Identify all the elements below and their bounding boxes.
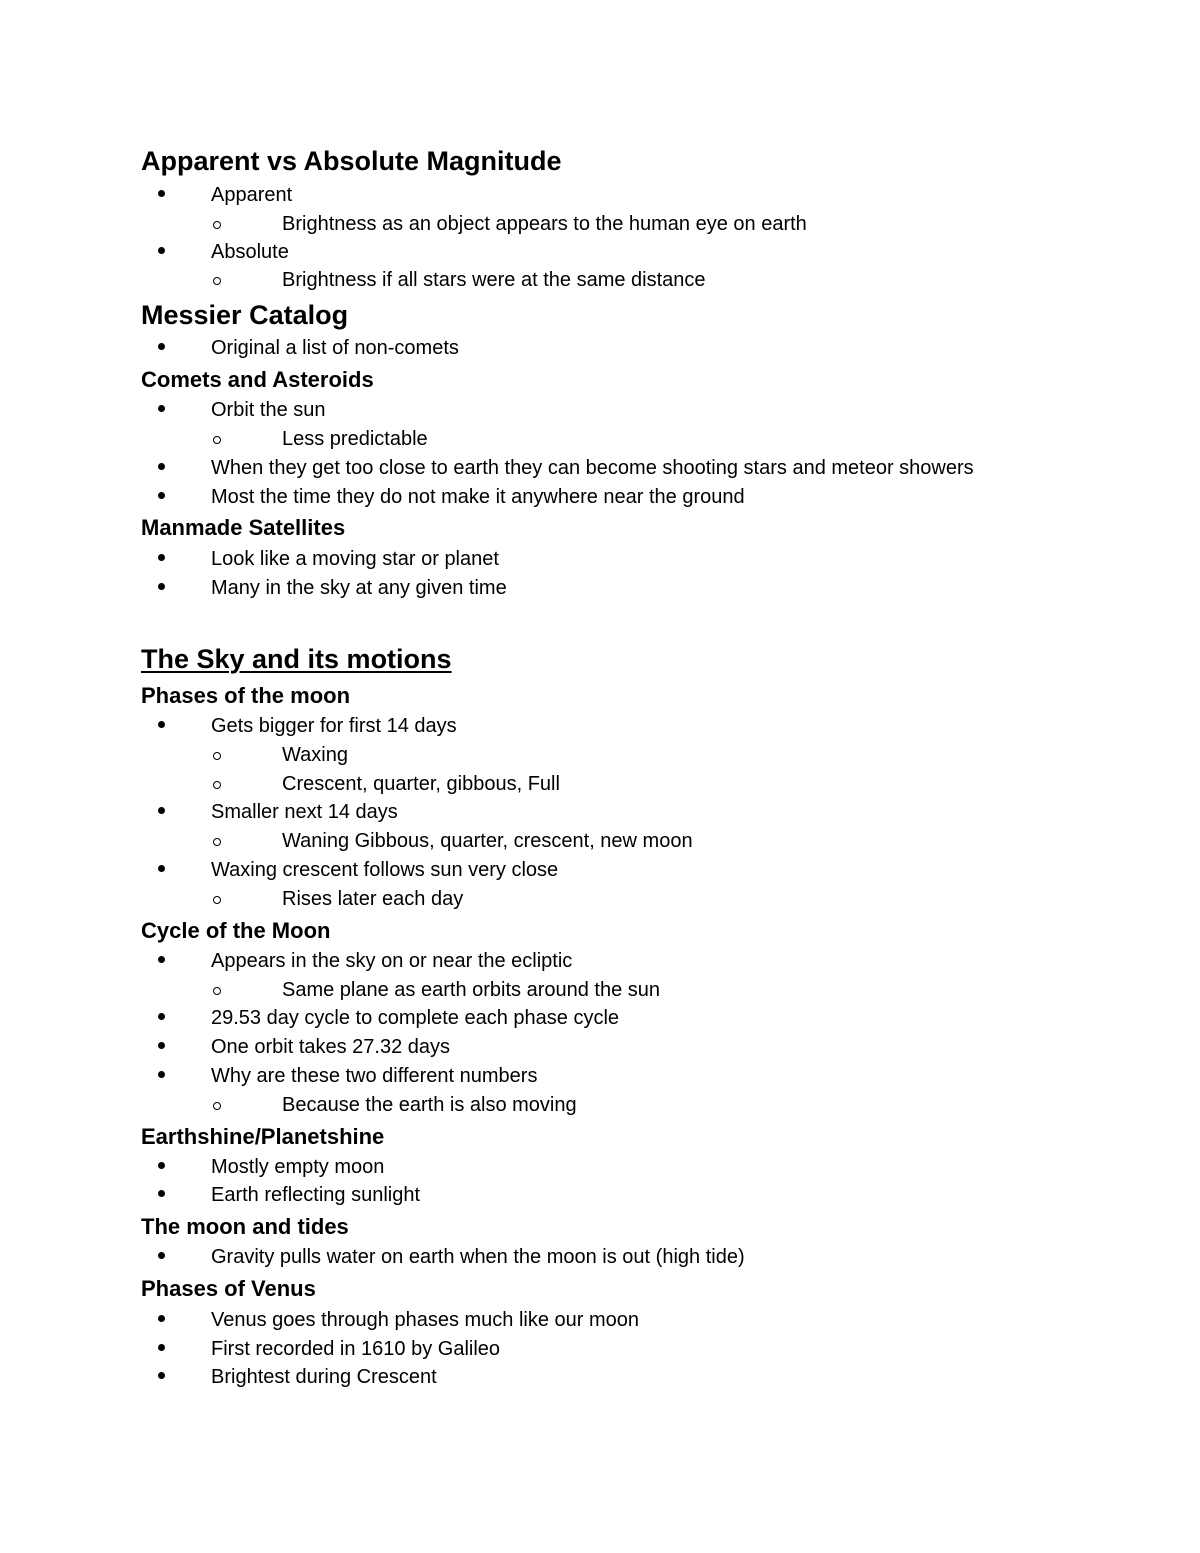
bullet-item: [211, 185, 292, 205]
bullet-marker: [158, 956, 165, 963]
heading-magnitude: Apparent vs Absolute Magnitude: [141, 146, 562, 176]
bullet-marker: [158, 190, 165, 197]
bullet-marker: [158, 1315, 165, 1322]
sub-bullet-marker: [213, 987, 221, 995]
sub-bullet-item: [282, 214, 807, 234]
bullet-item: [211, 1310, 639, 1330]
bullet-item: [211, 1367, 437, 1387]
bullet-marker: [158, 247, 165, 254]
sub-bullet-text: Less predictable: [282, 428, 428, 450]
sub-bullet-marker: [213, 277, 221, 285]
bullet-item: [211, 1185, 420, 1205]
bullet-text: Why are these two different numbers: [211, 1065, 538, 1087]
bullet-marker: [158, 343, 165, 350]
bullet-text: Gets bigger for first 14 days: [211, 715, 457, 737]
heading-venus: Phases of Venus: [141, 1276, 316, 1301]
bullet-marker: [158, 463, 165, 470]
bullet-item: [211, 716, 457, 736]
bullet-text: Absolute: [211, 241, 289, 263]
heading-satellites: Manmade Satellites: [141, 515, 346, 540]
bullet-text: Look like a moving star or planet: [211, 548, 499, 570]
bullet-text: Smaller next 14 days: [211, 801, 398, 823]
sub-bullet-item: [282, 980, 660, 1000]
bullet-marker: [158, 1372, 165, 1379]
bullet-text: When they get too close to earth they can become shooting stars and meteor showers: [211, 457, 974, 479]
bullet-text: One orbit takes 27.32 days: [211, 1036, 451, 1058]
heading-earthshine: Earthshine/Planetshine: [141, 1124, 385, 1149]
bullet-text: Original a list of non-comets: [211, 337, 459, 359]
sub-bullet-text: Same plane as earth orbits around the sun: [282, 979, 661, 1001]
sub-bullet-marker: [213, 896, 221, 904]
sub-bullet-text: Brightness as an object appears to the human eye on earth: [282, 213, 807, 235]
sub-bullet-item: [282, 429, 428, 449]
heading-comets: Comets and Asteroids: [141, 367, 374, 392]
bullet-marker: [158, 721, 165, 728]
bullet-text: Venus goes through phases much like our moon: [211, 1309, 640, 1331]
bullet-marker: [158, 1071, 165, 1078]
bullet-item: [211, 860, 558, 880]
bullet-item: [211, 549, 499, 569]
bullet-item: [211, 242, 289, 262]
bullet-marker: [158, 583, 165, 590]
sub-bullet-marker: [213, 838, 221, 846]
sub-bullet-marker: [213, 752, 221, 760]
sub-bullet-item: [282, 745, 348, 765]
bullet-item: [211, 951, 572, 971]
sub-bullet-item: [282, 889, 463, 909]
bullet-marker: [158, 807, 165, 814]
bullet-text: Appears in the sky on or near the ecliptic: [211, 950, 573, 972]
sub-bullet-marker: [213, 1102, 221, 1110]
bullet-item: [211, 802, 398, 822]
bullet-marker: [158, 405, 165, 412]
bullet-text: Many in the sky at any given time: [211, 577, 507, 599]
bullet-marker: [158, 554, 165, 561]
sub-bullet-item: [282, 1095, 577, 1115]
bullet-item: [211, 1339, 500, 1359]
bullet-item: [211, 487, 745, 507]
bullet-text: Most the time they do not make it anywhere near the ground: [211, 486, 745, 508]
sub-bullet-item: [282, 270, 706, 290]
bullet-text: First recorded in 1610 by Galileo: [211, 1338, 501, 1360]
sub-bullet-item: [282, 774, 560, 794]
bullet-item: [211, 578, 507, 598]
sub-bullet-text: Waxing: [282, 744, 348, 766]
sub-bullet-marker: [213, 221, 221, 229]
bullet-text: Waxing crescent follows sun very close: [211, 859, 559, 881]
bullet-text: Gravity pulls water on earth when the moon is out (high tide): [211, 1246, 745, 1268]
heading-phases-moon: Phases of the moon: [141, 683, 351, 708]
bullet-item: [211, 1157, 384, 1177]
bullet-text: 29.53 day cycle to complete each phase cycle: [211, 1007, 620, 1029]
sub-bullet-text: Because the earth is also moving: [282, 1094, 577, 1116]
bullet-item: [211, 1008, 619, 1028]
heading-messier: Messier Catalog: [141, 300, 349, 330]
bullet-item: [211, 400, 326, 420]
bullet-marker: [158, 1013, 165, 1020]
bullet-marker: [158, 1042, 165, 1049]
bullet-text: Orbit the sun: [211, 399, 326, 421]
sub-bullet-marker: [213, 436, 221, 444]
bullet-item: [211, 458, 974, 478]
bullet-item: [211, 1037, 450, 1057]
bullet-item: [211, 338, 459, 358]
sub-bullet-item: [282, 831, 693, 851]
heading-cycle-moon: Cycle of the Moon: [141, 918, 331, 943]
bullet-text: Apparent: [211, 184, 293, 206]
bullet-item: [211, 1066, 537, 1086]
bullet-marker: [158, 1162, 165, 1169]
bullet-text: Mostly empty moon: [211, 1156, 385, 1178]
heading-sky-motions: The Sky and its motions: [141, 644, 452, 674]
sub-bullet-text: Waning Gibbous, quarter, crescent, new moon: [282, 830, 693, 852]
bullet-text: Earth reflecting sunlight: [211, 1184, 421, 1206]
sub-bullet-marker: [213, 781, 221, 789]
bullet-marker: [158, 1252, 165, 1259]
bullet-item: [211, 1247, 745, 1267]
heading-tides: The moon and tides: [141, 1214, 349, 1239]
sub-bullet-text: Brightness if all stars were at the same distance: [282, 269, 706, 291]
bullet-marker: [158, 865, 165, 872]
bullet-marker: [158, 1190, 165, 1197]
bullet-marker: [158, 1344, 165, 1351]
sub-bullet-text: Rises later each day: [282, 888, 464, 910]
sub-bullet-text: Crescent, quarter, gibbous, Full: [282, 773, 560, 795]
bullet-marker: [158, 492, 165, 499]
bullet-text: Brightest during Crescent: [211, 1366, 437, 1388]
